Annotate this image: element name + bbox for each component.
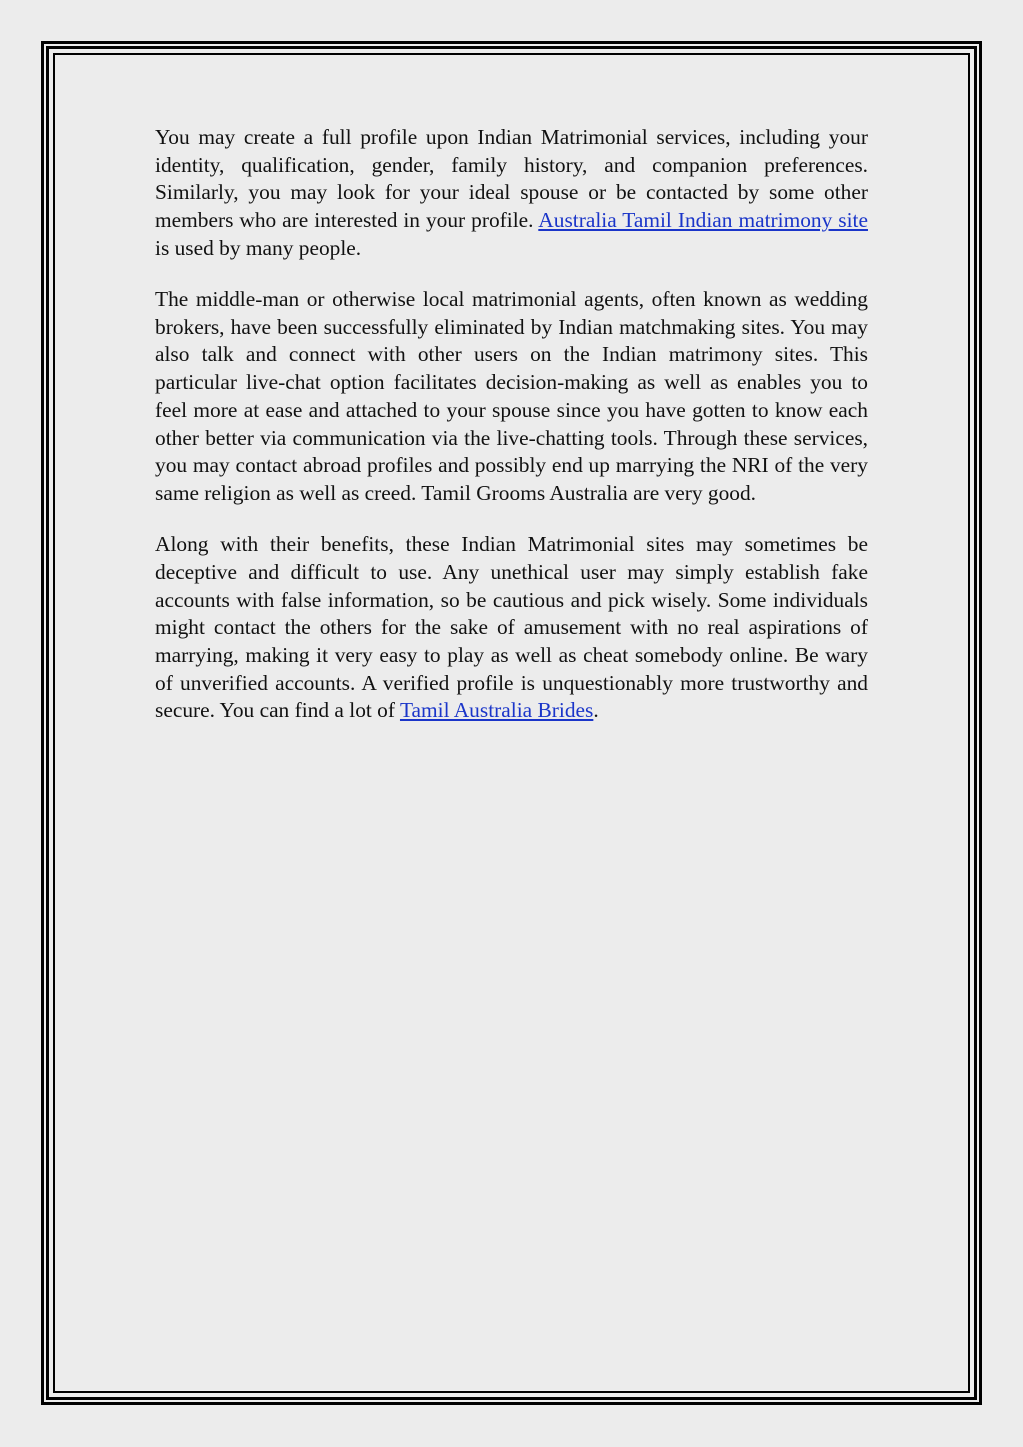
paragraph-2: The middle-man or otherwise local matrimonial agents, often known as wedding brokers, have been successfully eliminated by Indian matchmaking sites. You may also talk and connect with other users on the Indian matrimony sites. This particular live-chat option facilitates decision-making as well as enables you to feel more at ease and attached to your spouse since you have gotten to know each other better via communication via the live-chatting tools. Through these services, you may contact abroad profiles and possibly end up marrying the NRI of the very same religion as well as creed. Tamil Grooms Australia are very good. — [155, 287, 868, 505]
paragraph-1-text: You may create a full profile upon Indian Matrimonial services, including your identity, qualification, gender, family history, and companion preferences. Similarly, you may look for your ideal spouse or be contacted by some other members who are interested in your profile. — [155, 125, 868, 233]
paragraph-1 — [155, 124, 868, 263]
paragraph-3-text-end: . — [593, 698, 599, 723]
tamil-australia-brides-link[interactable]: Tamil Australia Brides — [399, 698, 594, 723]
paragraph-3 — [155, 531, 868, 725]
paragraph-1-text-end: is used by many people. — [155, 235, 362, 260]
australia-tamil-matrimony-link[interactable]: Australia Tamil Indian matrimony site — [538, 208, 868, 233]
paragraph-3-text: Along with their benefits, these Indian Matrimonial sites may sometimes be deceptive and difficult to use. Any unethical user may simply establish fake accounts with false information, so be cautious and pick wisely. Some individuals might contact the others for the sake of amusement with no real aspirations of marrying, making it very easy to play as well as cheat somebody online. Be wary of unverified accounts. A verified profile is unquestionably more trustworthy and secure. You can find a lot of — [155, 532, 868, 723]
document-body — [155, 124, 868, 749]
